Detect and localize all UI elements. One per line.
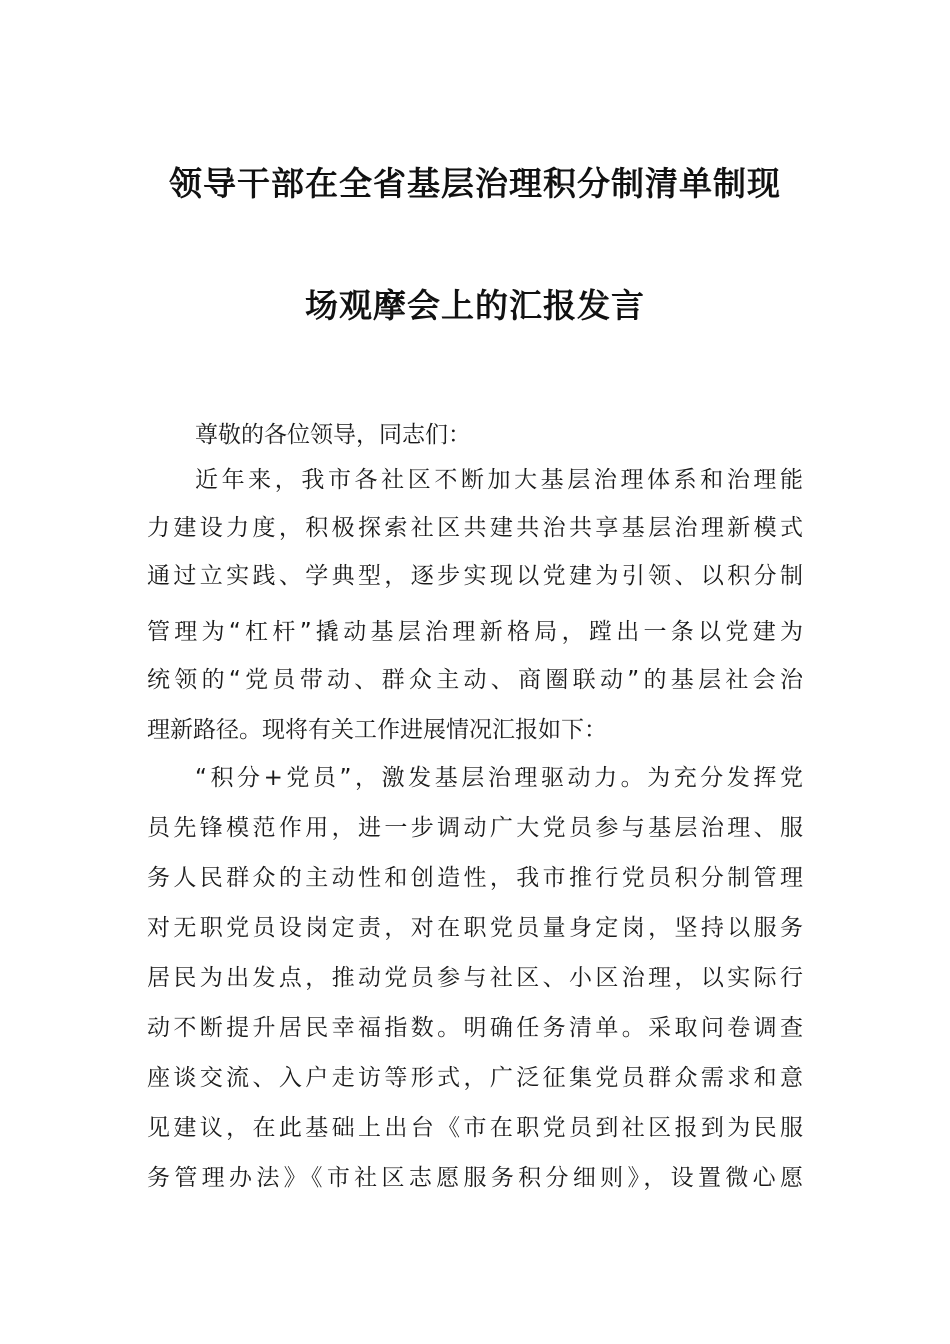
- paragraph-line: 通过立实践、学典型，逐步实现以党建为引领、以积分制: [147, 563, 803, 589]
- paragraph-line: 居民为出发点，推动党员参与社区、小区治理，以实际行: [147, 965, 803, 991]
- paragraph-line: “积分+党员”，激发基层治理驱动力。为充分发挥党: [195, 765, 803, 791]
- paragraph-line: 力建设力度，积极探索社区共建共治共享基层治理新模式: [147, 515, 803, 541]
- paragraph-line: 见建议，在此基础上出台《市在职党员到社区报到为民服: [147, 1115, 803, 1141]
- paragraph-line: 动不断提升居民幸福指数。明确任务清单。采取问卷调查: [147, 1015, 803, 1041]
- title-line-2: 场观摩会上的汇报发言: [305, 286, 645, 325]
- paragraph-line: 对无职党员设岗定责，对在职党员量身定岗，坚持以服务: [147, 915, 803, 941]
- paragraph-line: 务管理办法》《市社区志愿服务积分细则》，设置微心愿: [147, 1165, 803, 1191]
- paragraph-line: 务人民群众的主动性和创造性，我市推行党员积分制管理: [147, 865, 803, 891]
- paragraph-line: 管理为“杠杆”撬动基层治理新格局，蹚出一条以党建为: [147, 619, 803, 645]
- paragraph-line: 统领的“党员带动、群众主动、商圈联动”的基层社会治: [147, 667, 803, 693]
- paragraph-line: 座谈交流、入户走访等形式，广泛征集党员群众需求和意: [147, 1065, 803, 1091]
- title-line-1: 领导干部在全省基层治理积分制清单制现: [169, 164, 781, 203]
- salutation: 尊敬的各位领导，同志们：: [195, 422, 471, 448]
- paragraph-line: 近年来，我市各社区不断加大基层治理体系和治理能: [195, 467, 803, 493]
- paragraph-line: 理新路径。现将有关工作进展情况汇报如下：: [147, 717, 607, 743]
- paragraph-line: 员先锋模范作用，进一步调动广大党员参与基层治理、服: [147, 815, 803, 841]
